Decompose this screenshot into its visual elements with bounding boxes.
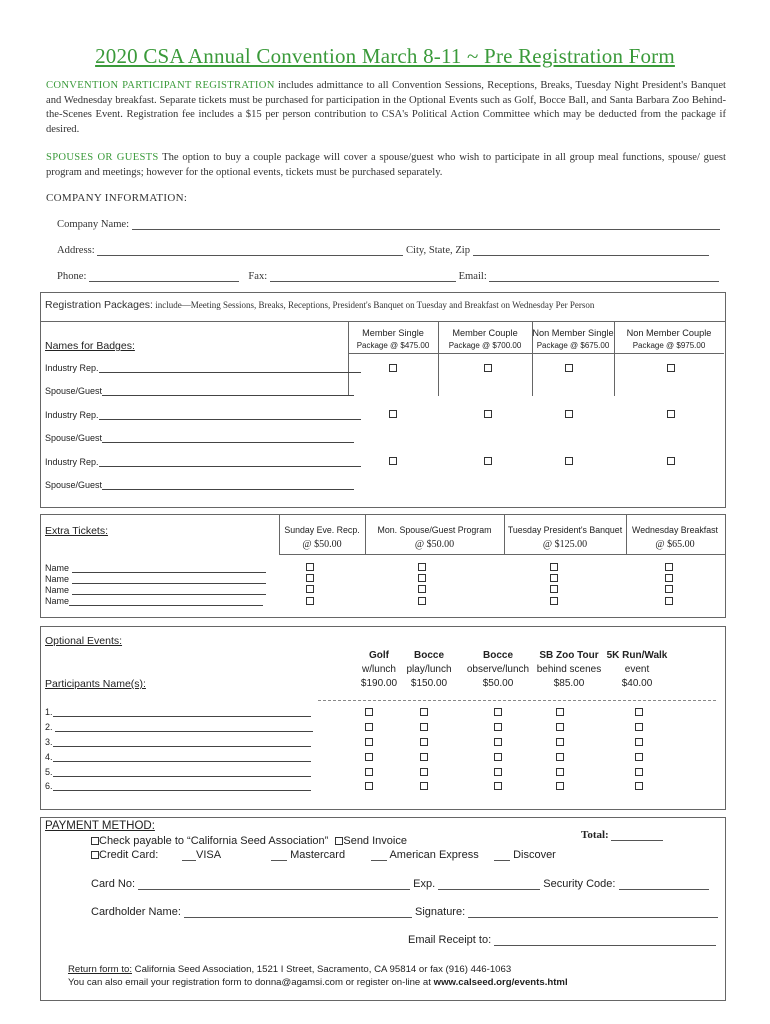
participant-paragraph bbox=[46, 79, 726, 137]
pkg-col-4-name: Non Member Couple bbox=[626, 328, 712, 338]
packages-heading-row bbox=[45, 299, 594, 311]
phone-label: Phone: bbox=[57, 271, 87, 282]
opt-col-5-sub: event bbox=[624, 664, 650, 675]
exp-label: Exp. bbox=[413, 878, 436, 890]
opt-col-1-sub: w/lunch bbox=[362, 664, 396, 675]
return-row bbox=[68, 964, 511, 975]
rep-row-2[interactable]: Industry Rep. bbox=[45, 410, 361, 420]
security-field[interactable] bbox=[619, 879, 709, 890]
extra-checkbox-r4-c2[interactable] bbox=[418, 597, 426, 605]
pkg-col-1-price: Package @ $475.00 bbox=[356, 341, 430, 350]
pkg-checkbox-r3-c2[interactable] bbox=[484, 457, 492, 465]
return-label: Return form to: bbox=[68, 964, 132, 975]
participant-row-2[interactable]: 2. bbox=[45, 722, 313, 732]
opt-checkbox-r5-c1[interactable] bbox=[365, 768, 373, 776]
pkg-checkbox-r1-c3[interactable] bbox=[565, 364, 573, 372]
opt-checkbox-r6-c3[interactable] bbox=[494, 782, 502, 790]
pkg-checkbox-r1-c1[interactable] bbox=[389, 364, 397, 372]
cardholder-field[interactable] bbox=[184, 907, 412, 918]
opt-checkbox-r3-c2[interactable] bbox=[420, 738, 428, 746]
extra-checkbox-r1-c2[interactable] bbox=[418, 563, 426, 571]
extra-checkbox-r2-c2[interactable] bbox=[418, 574, 426, 582]
signature-label: Signature: bbox=[415, 906, 466, 918]
opt-checkbox-r6-c4[interactable] bbox=[556, 782, 564, 790]
opt-checkbox-r6-c1[interactable] bbox=[365, 782, 373, 790]
optional-events-label: Optional Events: bbox=[45, 635, 123, 647]
opt-checkbox-r2-c2[interactable] bbox=[420, 723, 428, 731]
extra-col-4-price: @ $65.00 bbox=[655, 539, 695, 550]
opt-col-4-price: $85.00 bbox=[553, 678, 585, 689]
opt-col-3-name: Bocce bbox=[482, 650, 513, 661]
opt-checkbox-r4-c4[interactable] bbox=[556, 753, 564, 761]
extra-checkbox-r2-c3[interactable] bbox=[550, 574, 558, 582]
email-receipt-field[interactable] bbox=[494, 935, 716, 946]
opt-col-5-price: $40.00 bbox=[621, 678, 653, 689]
opt-checkbox-r1-c4[interactable] bbox=[556, 708, 564, 716]
opt-checkbox-r4-c1[interactable] bbox=[365, 753, 373, 761]
company-name-field[interactable] bbox=[132, 218, 720, 230]
extra-name-2[interactable]: Name bbox=[45, 574, 266, 584]
opt-checkbox-r2-c3[interactable] bbox=[494, 723, 502, 731]
opt-checkbox-r1-c3[interactable] bbox=[494, 708, 502, 716]
packages-divider bbox=[40, 321, 725, 322]
opt-checkbox-r3-c5[interactable] bbox=[635, 738, 643, 746]
company-heading: COMPANY INFORMATION: bbox=[46, 192, 188, 204]
extra-checkbox-r1-c1[interactable] bbox=[306, 563, 314, 571]
city-label: City, State, Zip bbox=[405, 245, 471, 256]
participant-row-6[interactable]: 6. bbox=[45, 781, 311, 791]
pkg-checkbox-r3-c1[interactable] bbox=[389, 457, 397, 465]
packages-label: Registration Packages: bbox=[45, 299, 153, 311]
pkg-col-1-name: Member Single bbox=[362, 328, 424, 338]
website-link[interactable]: www.calseed.org/events.html bbox=[433, 977, 568, 988]
check-option-label: Check payable to “California Seed Association” bbox=[99, 835, 329, 847]
security-label: Security Code: bbox=[543, 878, 616, 890]
extra-checkbox-r1-c4[interactable] bbox=[665, 563, 673, 571]
opt-col-3-price: $50.00 bbox=[482, 678, 514, 689]
pkg-col-3-name: Non Member Single bbox=[532, 328, 614, 338]
amex-option[interactable]: American Express bbox=[371, 849, 479, 861]
pkg-checkbox-r2-c2[interactable] bbox=[484, 410, 492, 418]
extra-checkbox-r1-c3[interactable] bbox=[550, 563, 558, 571]
signature-field[interactable] bbox=[468, 907, 718, 918]
opt-checkbox-r2-c5[interactable] bbox=[635, 723, 643, 731]
opt-checkbox-r5-c3[interactable] bbox=[494, 768, 502, 776]
opt-checkbox-r5-c5[interactable] bbox=[635, 768, 643, 776]
address-field[interactable] bbox=[97, 244, 403, 256]
email-receipt-row bbox=[408, 934, 716, 946]
extra-col-4-name: Wednesday Breakfast bbox=[632, 525, 718, 535]
opt-checkbox-r6-c2[interactable] bbox=[420, 782, 428, 790]
opt-col-5-name: 5K Run/Walk bbox=[606, 650, 668, 661]
mastercard-option[interactable]: Mastercard bbox=[271, 849, 345, 861]
opt-checkbox-r2-c1[interactable] bbox=[365, 723, 373, 731]
opt-checkbox-r3-c3[interactable] bbox=[494, 738, 502, 746]
exp-field[interactable] bbox=[438, 879, 540, 890]
visa-option[interactable]: VISA bbox=[182, 849, 221, 861]
pkg-checkbox-r2-c4[interactable] bbox=[667, 410, 675, 418]
extra-header-underline bbox=[279, 554, 725, 555]
opt-checkbox-r4-c2[interactable] bbox=[420, 753, 428, 761]
opt-checkbox-r1-c1[interactable] bbox=[365, 708, 373, 716]
total-field[interactable] bbox=[611, 830, 663, 841]
return-text: California Seed Association, 1521 I Street, Sacramento, CA 95814 or fax (916) 446-1063 bbox=[131, 964, 512, 975]
spouse-row-1[interactable]: Spouse/Guest bbox=[45, 386, 354, 396]
spouses-paragraph bbox=[46, 151, 726, 180]
opt-checkbox-r3-c4[interactable] bbox=[556, 738, 564, 746]
city-field[interactable] bbox=[473, 244, 709, 256]
pkg-col-2-price: Package @ $700.00 bbox=[448, 341, 522, 350]
check-option-row bbox=[91, 835, 407, 847]
fax-label: Fax: bbox=[248, 271, 268, 282]
extra-checkbox-r4-c1[interactable] bbox=[306, 597, 314, 605]
opt-checkbox-r5-c2[interactable] bbox=[420, 768, 428, 776]
extra-checkbox-r4-c3[interactable] bbox=[550, 597, 558, 605]
cardholder-label: Cardholder Name: bbox=[91, 906, 181, 918]
opt-checkbox-r5-c4[interactable] bbox=[556, 768, 564, 776]
email-field[interactable] bbox=[489, 270, 719, 282]
extra-name-3[interactable]: Name bbox=[45, 585, 266, 595]
total-row bbox=[581, 829, 663, 841]
opt-col-2-name: Bocce bbox=[413, 650, 444, 661]
pkg-checkbox-r3-c3[interactable] bbox=[565, 457, 573, 465]
extra-checkbox-r2-c1[interactable] bbox=[306, 574, 314, 582]
spouse-row-3[interactable]: Spouse/Guest bbox=[45, 480, 354, 490]
credit-option-row bbox=[91, 849, 158, 861]
invoice-option-label: Send Invoice bbox=[343, 835, 407, 847]
pkg-col-4-price: Package @ $975.00 bbox=[632, 341, 706, 350]
pkg-checkbox-r1-c4[interactable] bbox=[667, 364, 675, 372]
pkg-col-3-price: Package @ $675.00 bbox=[536, 341, 610, 350]
spouses-text: The option to buy a couple package will cover a spouse/guest who wish to participate in all group meal functions, spouse/ guest program and meetings; however for the optional events, tickets must be purchased separately. bbox=[46, 152, 726, 178]
company-name-label: Company Name: bbox=[57, 219, 130, 230]
address-label: Address: bbox=[57, 245, 95, 256]
discover-option[interactable]: Discover bbox=[494, 849, 556, 861]
card-no-field[interactable] bbox=[138, 879, 410, 890]
extra-col-3-price: @ $125.00 bbox=[542, 539, 588, 550]
optional-header-rule bbox=[318, 700, 716, 701]
spouses-heading: SPOUSES OR GUESTS bbox=[46, 152, 159, 163]
extra-col-3-name: Tuesday President's Banquet bbox=[507, 525, 623, 535]
phone-row bbox=[57, 270, 719, 282]
opt-checkbox-r4-c3[interactable] bbox=[494, 753, 502, 761]
opt-col-4-sub: behind scenes bbox=[536, 664, 602, 675]
registration-packages-box bbox=[40, 292, 726, 508]
participant-text: includes admittance to all Convention Sessions, Receptions, Breaks, Tuesday Night President's Banquet and Wednesday breakfast. Separate tickets must be purchased for participation in the Optional Events such as Golf, Bocce Ball, and Santa Barbara Zoo Behind-the-Scenes Event. Registration fee includes a $15 per person contribution to CSA's Political Action Committee which may be deducted from the package if desired. bbox=[46, 80, 726, 135]
check-checkbox[interactable] bbox=[91, 837, 99, 845]
extra-col-1-price: @ $50.00 bbox=[302, 539, 342, 550]
extra-checkbox-r3-c3[interactable] bbox=[550, 585, 558, 593]
pkg-checkbox-r2-c1[interactable] bbox=[389, 410, 397, 418]
pkg-col-2-name: Member Couple bbox=[452, 328, 518, 338]
participant-row-1[interactable]: 1. bbox=[45, 707, 311, 717]
badges-label: Names for Badges: bbox=[45, 340, 135, 352]
opt-checkbox-r6-c5[interactable] bbox=[635, 782, 643, 790]
cardholder-row bbox=[91, 906, 718, 918]
packages-note: include—Meeting Sessions, Breaks, Receptions, President's Banquet on Tuesday and Breakfast on Wednesday Per Person bbox=[152, 300, 595, 310]
extra-checkbox-r3-c1[interactable] bbox=[306, 585, 314, 593]
extra-tickets-label: Extra Tickets: bbox=[45, 525, 109, 537]
card-row bbox=[91, 878, 709, 890]
participant-row-4[interactable]: 4. bbox=[45, 752, 311, 762]
credit-label: Credit Card: bbox=[99, 849, 159, 861]
total-label: Total: bbox=[581, 829, 609, 841]
email-note-text: You can also email your registration form to donna@agamsi.com or register on-line at bbox=[68, 977, 434, 988]
company-name-row bbox=[57, 218, 720, 230]
opt-col-1-price: $190.00 bbox=[360, 678, 398, 689]
email-note-row bbox=[68, 977, 568, 988]
pkg-header-underline bbox=[348, 353, 724, 354]
spouse-row-2[interactable]: Spouse/Guest bbox=[45, 433, 354, 443]
extra-name-4[interactable]: Name bbox=[45, 596, 263, 606]
participant-heading: CONVENTION PARTICIPANT REGISTRATION bbox=[46, 80, 275, 91]
opt-checkbox-r4-c5[interactable] bbox=[635, 753, 643, 761]
payment-label: PAYMENT METHOD: bbox=[45, 820, 155, 832]
opt-checkbox-r1-c5[interactable] bbox=[635, 708, 643, 716]
opt-checkbox-r2-c4[interactable] bbox=[556, 723, 564, 731]
email-label: Email: bbox=[458, 271, 487, 282]
page-title: 2020 CSA Annual Convention March 8-11 ~ Pre Registration Form bbox=[95, 44, 675, 68]
extra-checkbox-r4-c4[interactable] bbox=[665, 597, 673, 605]
fax-field[interactable] bbox=[270, 270, 456, 282]
pkg-checkbox-r3-c4[interactable] bbox=[667, 457, 675, 465]
opt-col-1-name: Golf bbox=[369, 650, 389, 661]
address-row bbox=[57, 244, 709, 256]
extra-col-1-name: Sunday Eve. Recp. bbox=[284, 525, 360, 535]
rep-row-1[interactable]: Industry Rep. bbox=[45, 363, 361, 373]
opt-col-4-name: SB Zoo Tour bbox=[539, 650, 599, 661]
opt-col-2-price: $150.00 bbox=[410, 678, 448, 689]
opt-checkbox-r1-c2[interactable] bbox=[420, 708, 428, 716]
pkg-checkbox-r1-c2[interactable] bbox=[484, 364, 492, 372]
opt-checkbox-r3-c1[interactable] bbox=[365, 738, 373, 746]
pkg-checkbox-r2-c3[interactable] bbox=[565, 410, 573, 418]
extra-col-2-name: Mon. Spouse/Guest Program bbox=[377, 525, 492, 535]
opt-col-2-sub: play/lunch bbox=[406, 664, 452, 675]
participant-row-3[interactable]: 3. bbox=[45, 737, 311, 747]
extra-checkbox-r3-c4[interactable] bbox=[665, 585, 673, 593]
extra-checkbox-r3-c2[interactable] bbox=[418, 585, 426, 593]
card-no-label: Card No: bbox=[91, 878, 136, 890]
credit-checkbox[interactable] bbox=[91, 851, 99, 859]
email-receipt-label: Email Receipt to: bbox=[408, 934, 492, 946]
phone-field[interactable] bbox=[89, 270, 239, 282]
rep-row-3[interactable]: Industry Rep. bbox=[45, 457, 361, 467]
participants-label: Participants Name(s): bbox=[45, 678, 146, 690]
opt-col-3-sub: observe/lunch bbox=[466, 664, 530, 675]
extra-name-1[interactable]: Name bbox=[45, 563, 266, 573]
participant-row-5[interactable]: 5. bbox=[45, 767, 311, 777]
extra-col-2-price: @ $50.00 bbox=[414, 539, 455, 550]
extra-checkbox-r2-c4[interactable] bbox=[665, 574, 673, 582]
